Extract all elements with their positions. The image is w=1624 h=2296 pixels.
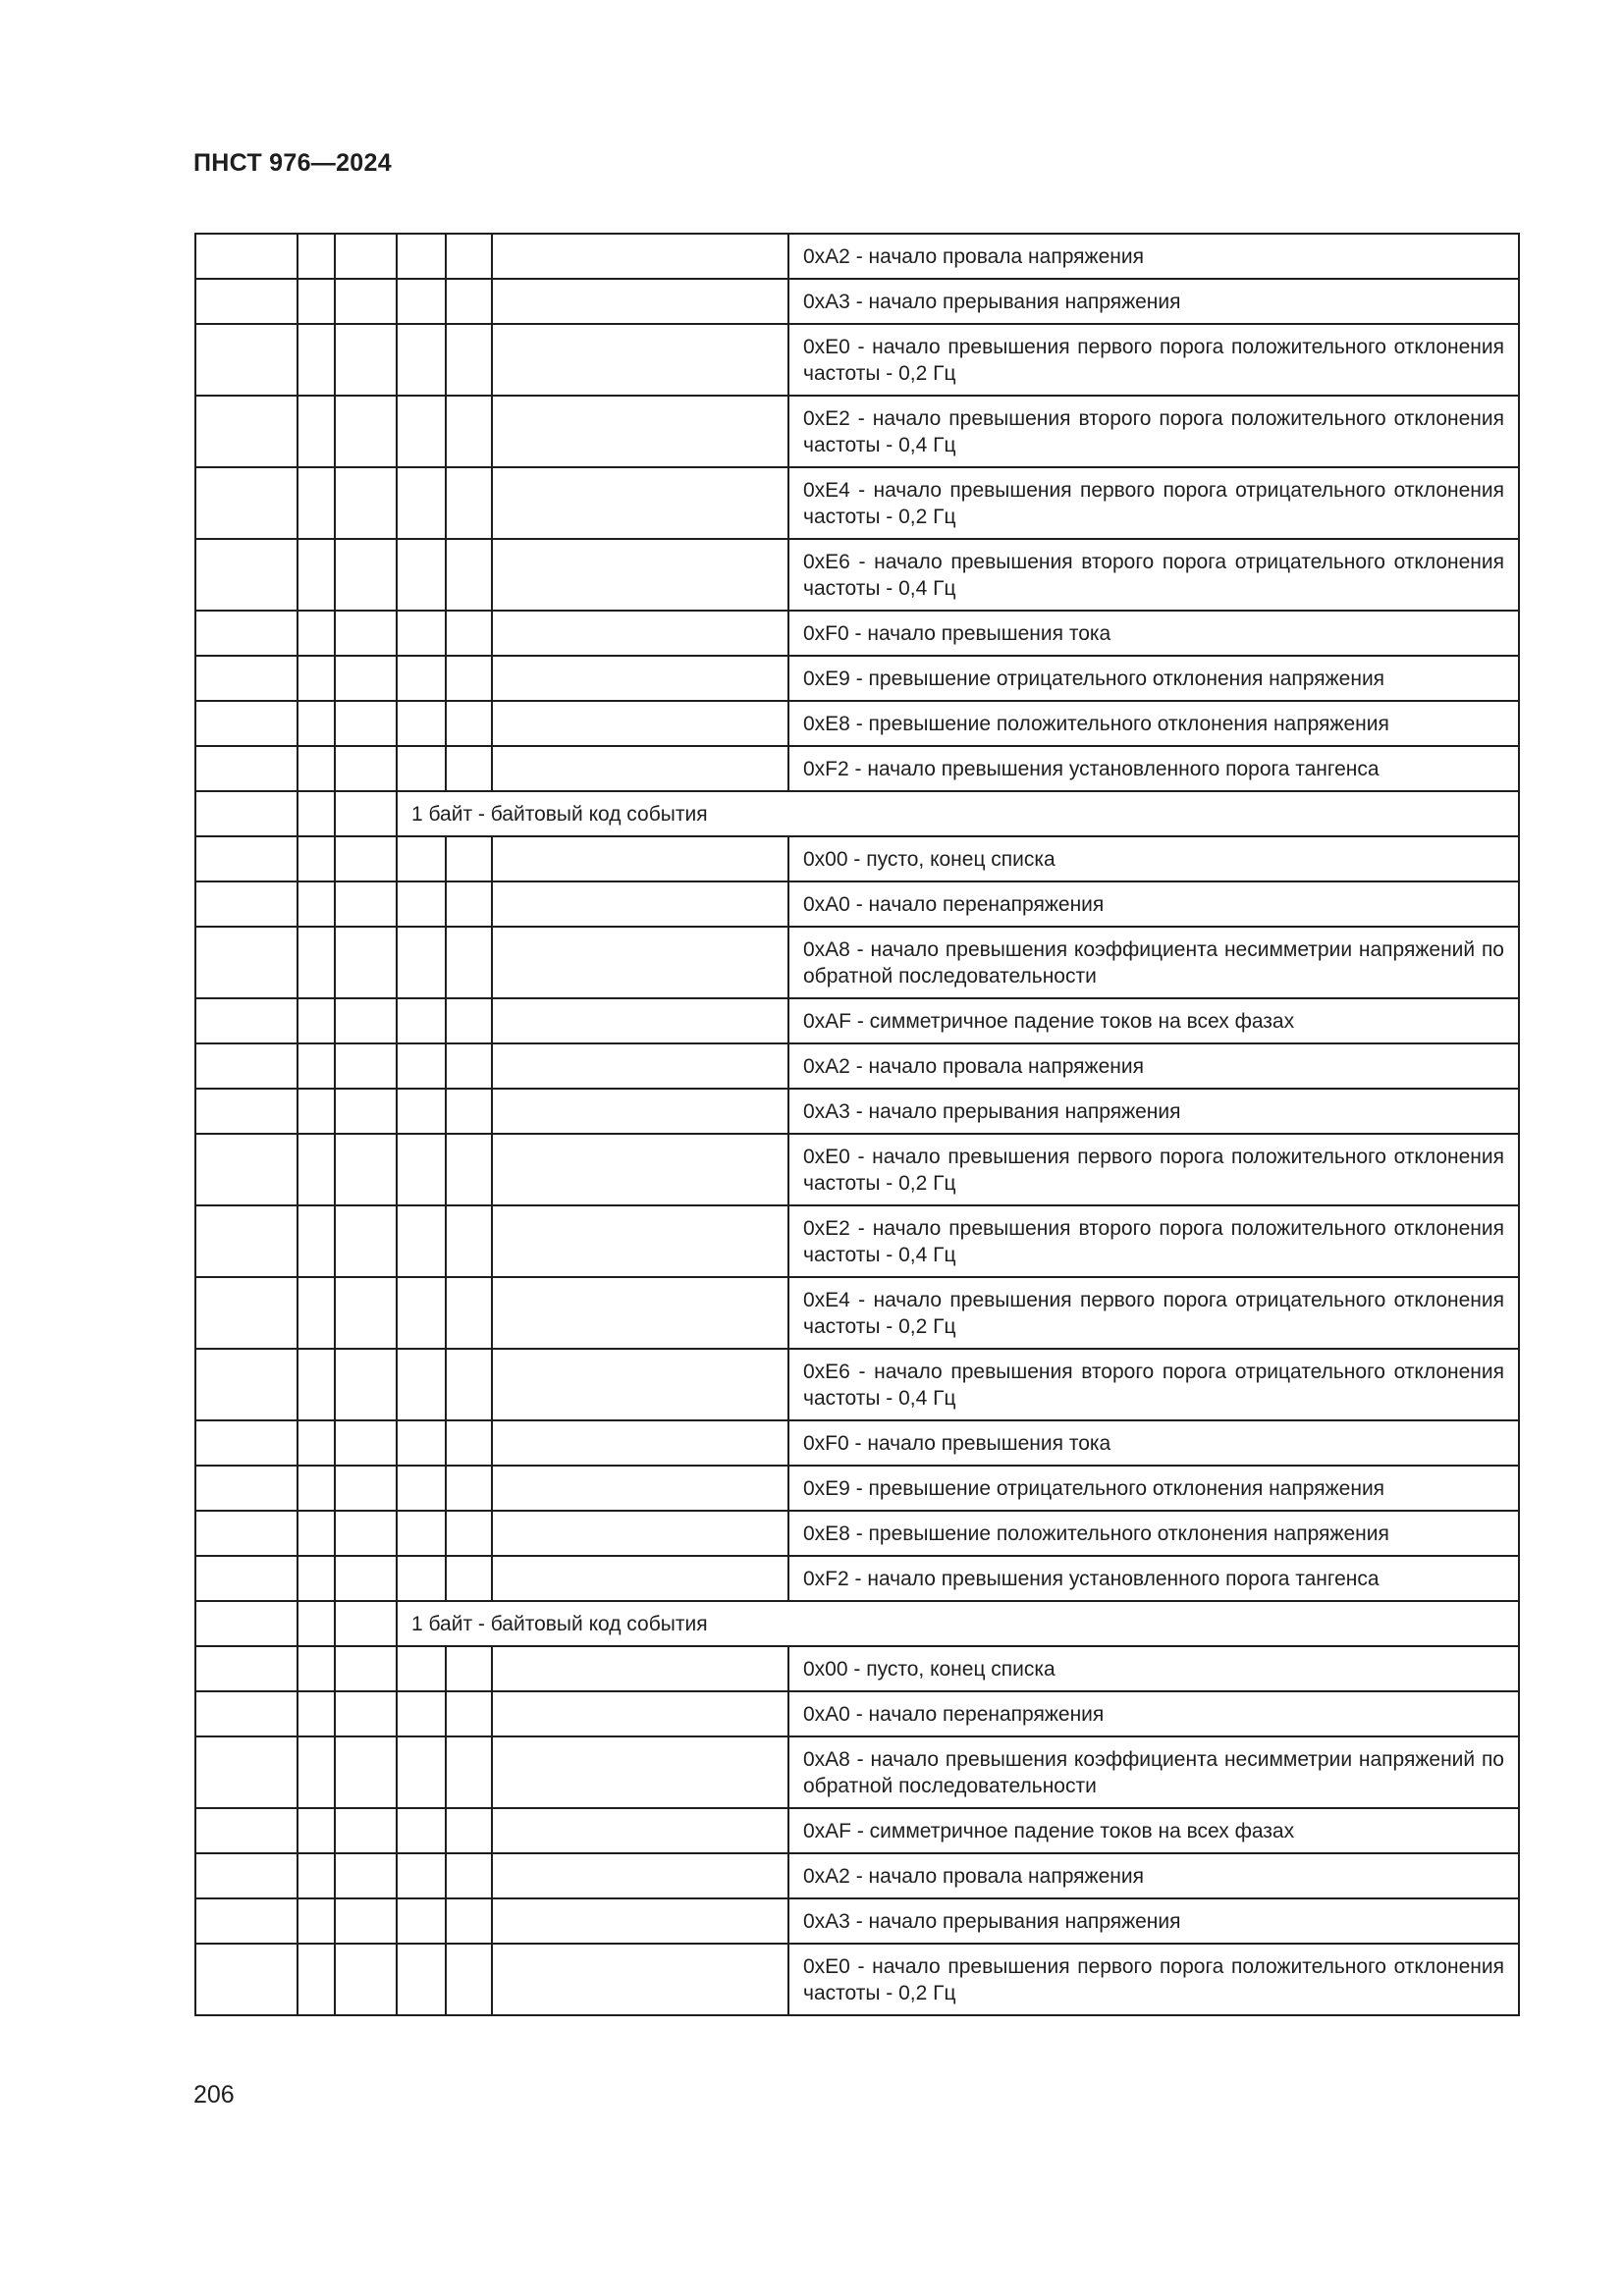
empty-cell [492,539,788,611]
empty-cell [298,881,335,927]
empty-cell [397,1277,446,1349]
empty-cell [492,1466,788,1511]
empty-cell [446,611,492,656]
empty-cell [492,1853,788,1898]
empty-cell [335,881,397,927]
empty-cell [492,1089,788,1134]
empty-cell [492,1205,788,1277]
table-row [195,1808,1519,1853]
empty-cell [195,836,298,881]
code-description: 0xE9 - превышение отрицательного отклонения напряжения [788,656,1519,701]
empty-cell [446,881,492,927]
empty-cell [335,746,397,791]
code-description: 0xA2 - начало провала напряжения [788,1043,1519,1089]
empty-cell [446,1277,492,1349]
empty-cell [195,1043,298,1089]
empty-cell [446,1808,492,1853]
empty-cell [195,1277,298,1349]
empty-cell [446,998,492,1043]
code-description: 0xA3 - начало прерывания напряжения [788,279,1519,324]
empty-cell [298,1349,335,1420]
table-row [195,1511,1519,1556]
empty-cell [298,1691,335,1736]
table-row [195,1466,1519,1511]
empty-cell [298,656,335,701]
empty-cell [195,1511,298,1556]
empty-cell [397,881,446,927]
empty-cell [397,1043,446,1089]
code-description: 0xA8 - начало превышения коэффициента несимметрии напряжений по обратной последовательности [788,1736,1519,1808]
empty-cell [446,1089,492,1134]
empty-cell [335,998,397,1043]
empty-cell [397,1556,446,1601]
empty-cell [195,611,298,656]
empty-cell [335,1898,397,1944]
empty-cell [298,279,335,324]
table-row [195,836,1519,881]
empty-cell [335,396,397,467]
empty-cell [335,1601,397,1646]
empty-cell [397,927,446,998]
empty-cell [397,998,446,1043]
table-row [195,467,1519,539]
empty-cell [492,746,788,791]
code-description: 0xAF - симметричное падение токов на всех фазах [788,1808,1519,1853]
code-description: 0xE8 - превышение положительного отклонения напряжения [788,701,1519,746]
empty-cell [397,1205,446,1277]
empty-cell [446,396,492,467]
empty-cell [195,467,298,539]
table-row [195,927,1519,998]
code-description: 0xA8 - начало превышения коэффициента несимметрии напряжений по обратной последовательности [788,927,1519,998]
empty-cell [335,1420,397,1466]
empty-cell [298,1944,335,2015]
table-row [195,1349,1519,1420]
table-row [195,1205,1519,1277]
empty-cell [397,746,446,791]
empty-cell [492,234,788,279]
table-row [195,539,1519,611]
empty-cell [335,234,397,279]
empty-cell [446,1466,492,1511]
code-description: 0xA0 - начало перенапряжения [788,1691,1519,1736]
empty-cell [195,1205,298,1277]
empty-cell [335,539,397,611]
empty-cell [446,1511,492,1556]
empty-cell [397,1089,446,1134]
table-row [195,1944,1519,2015]
empty-cell [335,1277,397,1349]
code-description: 0xA2 - начало провала напряжения [788,234,1519,279]
code-description: 0xAF - симметричное падение токов на всех фазах [788,998,1519,1043]
empty-cell [298,1420,335,1466]
empty-cell [298,1898,335,1944]
empty-cell [298,539,335,611]
code-description: 0xE0 - начало превышения первого порога положительного отклонения частоты - 0,2 Гц [788,324,1519,396]
empty-cell [397,1511,446,1556]
empty-cell [298,1511,335,1556]
empty-cell [397,1420,446,1466]
empty-cell [492,1898,788,1944]
empty-cell [335,279,397,324]
code-description: 0xF0 - начало превышения тока [788,611,1519,656]
table-row [195,746,1519,791]
table-row [195,998,1519,1043]
code-description: 0xE2 - начало превышения второго порога положительного отклонения частоты - 0,4 Гц [788,1205,1519,1277]
empty-cell [446,1736,492,1808]
empty-cell [446,467,492,539]
empty-cell [195,998,298,1043]
empty-cell [195,324,298,396]
empty-cell [397,836,446,881]
code-description: 0xA0 - начало перенапряжения [788,881,1519,927]
empty-cell [335,1808,397,1853]
page-number: 206 [193,2081,235,2109]
section-label: 1 байт - байтовый код события [397,1601,1519,1646]
empty-cell [335,1043,397,1089]
empty-cell [298,1556,335,1601]
empty-cell [446,539,492,611]
empty-cell [446,234,492,279]
code-description: 0xE4 - начало превышения первого порога отрицательного отклонения частоты - 0,2 Гц [788,1277,1519,1349]
empty-cell [298,927,335,998]
empty-cell [195,881,298,927]
empty-cell [335,1736,397,1808]
empty-cell [397,1898,446,1944]
empty-cell [298,396,335,467]
empty-cell [298,1134,335,1205]
empty-cell [492,1134,788,1205]
empty-cell [446,1556,492,1601]
empty-cell [492,324,788,396]
empty-cell [397,1646,446,1691]
empty-cell [195,1853,298,1898]
empty-cell [397,324,446,396]
empty-cell [335,836,397,881]
empty-cell [335,701,397,746]
empty-cell [446,746,492,791]
empty-cell [335,1134,397,1205]
empty-cell [446,1646,492,1691]
empty-cell [492,1556,788,1601]
empty-cell [492,836,788,881]
empty-cell [298,1646,335,1691]
empty-cell [397,396,446,467]
empty-cell [195,539,298,611]
empty-cell [492,881,788,927]
code-description: 0xE4 - начало превышения первого порога отрицательного отклонения частоты - 0,2 Гц [788,467,1519,539]
empty-cell [335,1466,397,1511]
empty-cell [298,836,335,881]
empty-cell [195,1134,298,1205]
empty-cell [195,1601,298,1646]
empty-cell [335,1349,397,1420]
empty-cell [335,656,397,701]
empty-cell [335,1691,397,1736]
empty-cell [195,396,298,467]
empty-cell [298,1205,335,1277]
code-description: 0xE9 - превышение отрицательного отклонения напряжения [788,1466,1519,1511]
empty-cell [446,1853,492,1898]
empty-cell [446,836,492,881]
empty-cell [446,324,492,396]
empty-cell [397,234,446,279]
empty-cell [298,998,335,1043]
empty-cell [195,1349,298,1420]
empty-cell [298,1853,335,1898]
empty-cell [298,324,335,396]
empty-cell [195,234,298,279]
empty-cell [195,656,298,701]
table-row [195,1691,1519,1736]
empty-cell [492,396,788,467]
empty-cell [492,1646,788,1691]
empty-cell [492,656,788,701]
empty-cell [446,1944,492,2015]
code-description: 0xF2 - начало превышения установленного порога тангенса [788,1556,1519,1601]
empty-cell [335,1646,397,1691]
empty-cell [195,279,298,324]
code-description: 0x00 - пусто, конец списка [788,836,1519,881]
empty-cell [397,701,446,746]
empty-cell [397,1349,446,1420]
empty-cell [446,279,492,324]
code-description: 0xE8 - превышение положительного отклонения напряжения [788,1511,1519,1556]
code-description: 0xF0 - начало превышения тока [788,1420,1519,1466]
table-row [195,881,1519,927]
empty-cell [397,539,446,611]
empty-cell [492,701,788,746]
empty-cell [492,1349,788,1420]
empty-cell [492,1420,788,1466]
empty-cell [446,656,492,701]
empty-cell [195,1420,298,1466]
empty-cell [335,1944,397,2015]
empty-cell [195,1466,298,1511]
empty-cell [492,611,788,656]
empty-cell [446,1420,492,1466]
table-row [195,1853,1519,1898]
empty-cell [298,1277,335,1349]
empty-cell [397,1691,446,1736]
empty-cell [492,1691,788,1736]
empty-cell [298,1736,335,1808]
code-description: 0xE6 - начало превышения второго порога отрицательного отклонения частоты - 0,4 Гц [788,1349,1519,1420]
empty-cell [446,1898,492,1944]
table-row [195,1898,1519,1944]
empty-cell [492,1736,788,1808]
empty-cell [298,234,335,279]
section-row [195,791,1519,836]
empty-cell [446,1691,492,1736]
code-description: 0xA3 - начало прерывания напряжения [788,1089,1519,1134]
empty-cell [492,1944,788,2015]
empty-cell [397,1853,446,1898]
empty-cell [298,791,335,836]
table-row [195,279,1519,324]
table-row [195,324,1519,396]
empty-cell [397,279,446,324]
table-row [195,1134,1519,1205]
empty-cell [446,1205,492,1277]
empty-cell [298,746,335,791]
empty-cell [298,1089,335,1134]
table-row [195,1420,1519,1466]
empty-cell [397,611,446,656]
empty-cell [335,467,397,539]
code-description: 0x00 - пусто, конец списка [788,1646,1519,1691]
empty-cell [335,1089,397,1134]
empty-cell [446,1043,492,1089]
empty-cell [335,1556,397,1601]
document-header: ПНСТ 976—2024 [193,149,392,177]
code-description: 0xE2 - начало превышения второго порога положительного отклонения частоты - 0,4 Гц [788,396,1519,467]
empty-cell [298,611,335,656]
empty-cell [446,1134,492,1205]
code-description: 0xA2 - начало провала напряжения [788,1853,1519,1898]
code-description: 0xE6 - начало превышения второго порога отрицательного отклонения частоты - 0,4 Гц [788,539,1519,611]
code-description: 0xE0 - начало превышения первого порога положительного отклонения частоты - 0,2 Гц [788,1944,1519,2015]
empty-cell [492,998,788,1043]
empty-cell [298,701,335,746]
empty-cell [195,791,298,836]
empty-cell [335,611,397,656]
code-description: 0xA3 - начало прерывания напряжения [788,1898,1519,1944]
table-row [195,1089,1519,1134]
empty-cell [335,1853,397,1898]
empty-cell [397,1808,446,1853]
empty-cell [335,791,397,836]
empty-cell [446,1349,492,1420]
empty-cell [335,1511,397,1556]
code-description: 0xF2 - начало превышения установленного порога тангенса [788,746,1519,791]
table-row [195,701,1519,746]
empty-cell [298,1043,335,1089]
empty-cell [195,1736,298,1808]
empty-cell [195,1556,298,1601]
empty-cell [195,1944,298,2015]
empty-cell [492,1277,788,1349]
empty-cell [298,1466,335,1511]
empty-cell [298,467,335,539]
table-row [195,1736,1519,1808]
empty-cell [492,279,788,324]
empty-cell [335,927,397,998]
empty-cell [335,1205,397,1277]
empty-cell [195,1646,298,1691]
table-row [195,396,1519,467]
empty-cell [492,927,788,998]
empty-cell [492,1511,788,1556]
empty-cell [397,656,446,701]
table-row [195,234,1519,279]
empty-cell [195,1089,298,1134]
table-row [195,611,1519,656]
section-label: 1 байт - байтовый код события [397,791,1519,836]
empty-cell [298,1808,335,1853]
empty-cell [195,927,298,998]
empty-cell [446,701,492,746]
empty-cell [397,1134,446,1205]
code-description: 0xE0 - начало превышения первого порога положительного отклонения частоты - 0,2 Гц [788,1134,1519,1205]
empty-cell [397,1466,446,1511]
empty-cell [195,1808,298,1853]
empty-cell [195,701,298,746]
empty-cell [397,467,446,539]
empty-cell [446,927,492,998]
table-row [195,1043,1519,1089]
table-row [195,1646,1519,1691]
empty-cell [335,324,397,396]
table-row [195,1556,1519,1601]
empty-cell [492,467,788,539]
empty-cell [195,1898,298,1944]
event-code-table [194,233,1520,2016]
empty-cell [195,1691,298,1736]
empty-cell [195,746,298,791]
section-row [195,1601,1519,1646]
empty-cell [492,1808,788,1853]
empty-cell [397,1944,446,2015]
empty-cell [298,1601,335,1646]
empty-cell [492,1043,788,1089]
empty-cell [397,1736,446,1808]
table-row [195,1277,1519,1349]
table-row [195,656,1519,701]
